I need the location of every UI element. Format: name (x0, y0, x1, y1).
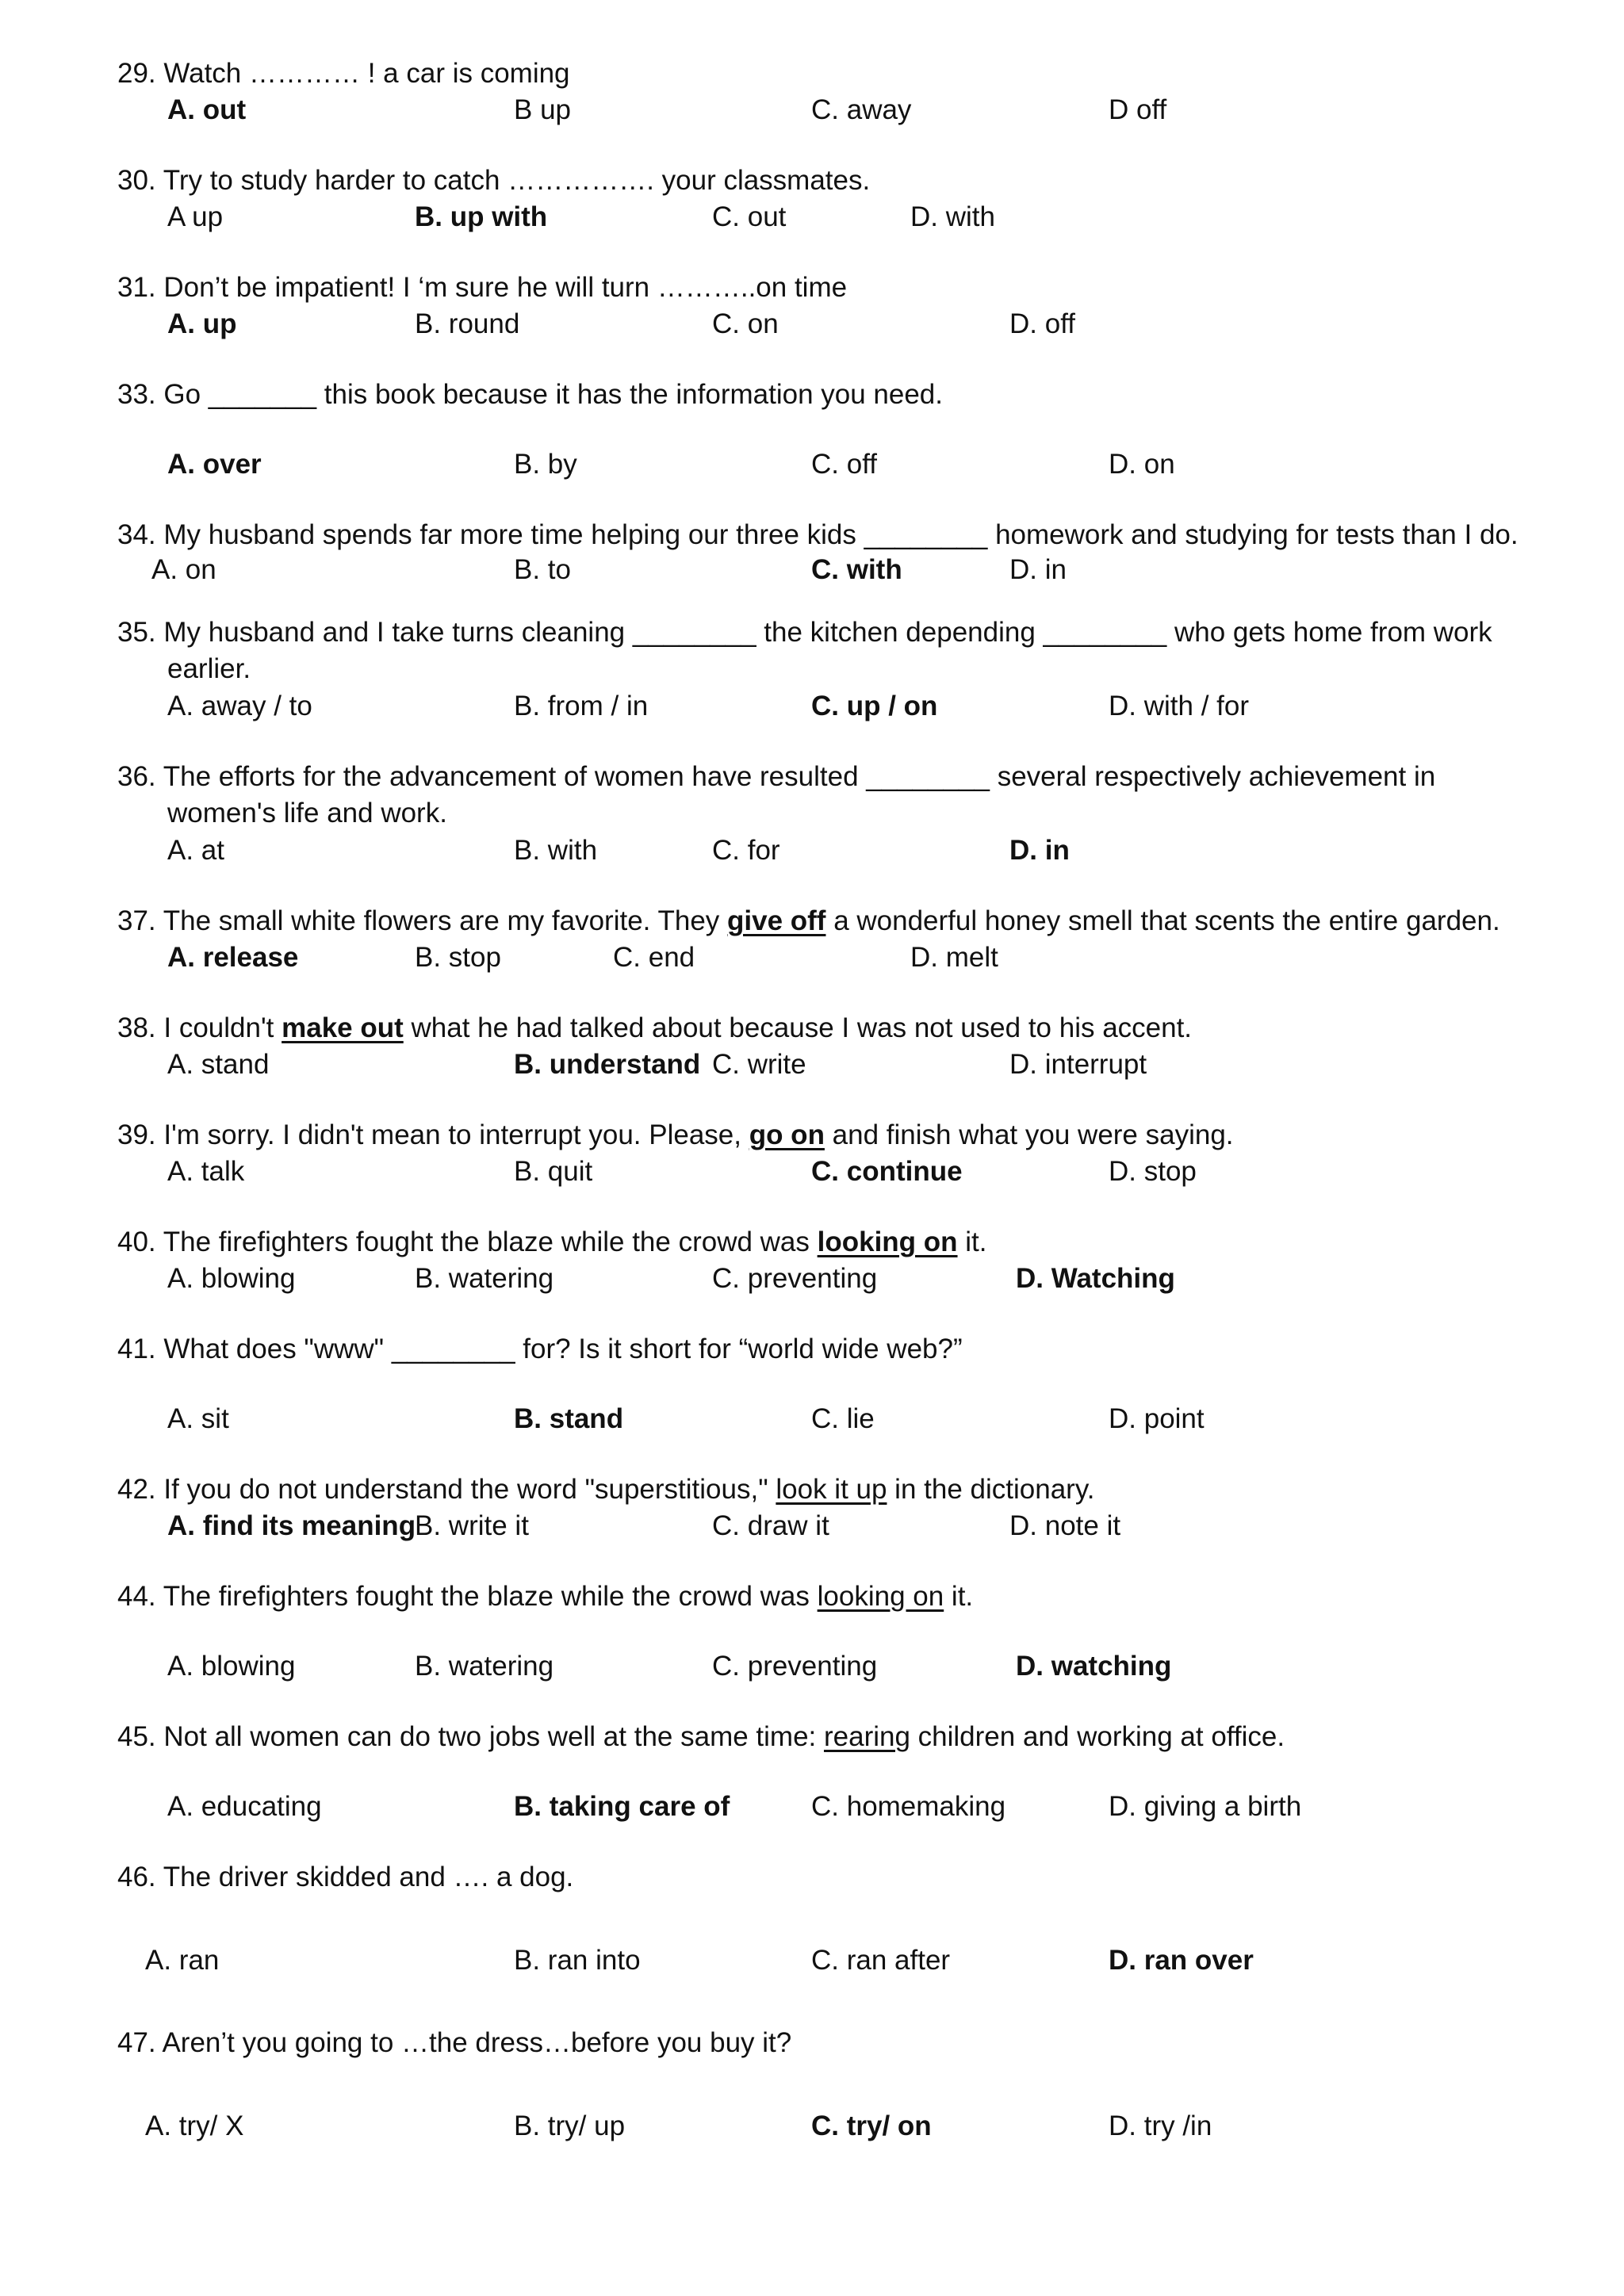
question-text (117, 614, 1492, 651)
answer-option: C. lie (811, 1403, 875, 1434)
answer-option: B. watering (415, 1651, 554, 1682)
answer-option: C. draw it (712, 1510, 829, 1541)
text-run: 37. The small white flowers are my favorite. They (117, 905, 728, 936)
text-run: 33. Go _______ this book because it has the information you need. (117, 379, 943, 410)
text-run: 39. I'm sorry. I didn't mean to interrupt you. Please, (117, 1119, 749, 1150)
question-text (117, 270, 847, 306)
answer-option: C. off (811, 449, 878, 480)
answer-option: D. point (1109, 1403, 1205, 1434)
highlighted-phrase: looking on (817, 1226, 958, 1257)
question-text (167, 795, 447, 832)
highlighted-phrase: give off (727, 905, 826, 936)
question-text (117, 1224, 987, 1261)
answer-option: D. stop (1109, 1156, 1197, 1187)
text-run: 45. Not all women can do two jobs well at the same time: (117, 1721, 824, 1752)
answer-option: B. try/ up (514, 2110, 626, 2141)
text-run: a wonderful honey smell that scents the entire garden. (825, 905, 1500, 936)
answer-option: A. educating (167, 1791, 322, 1822)
question-text (117, 1719, 1285, 1755)
answer-option: C. up / on (811, 691, 938, 721)
answer-option: B. to (514, 554, 571, 585)
answer-option: B. watering (415, 1263, 554, 1294)
text-run: 42. If you do not understand the word "superstitious," (117, 1474, 776, 1505)
answer-option: D. note it (1009, 1510, 1121, 1541)
answer-option: D. off (1009, 308, 1076, 339)
answer-option: A. stand (167, 1049, 270, 1080)
question-text (117, 517, 1519, 553)
answer-option: A. up (167, 308, 237, 339)
answer-option: D off (1109, 94, 1167, 125)
answer-option: C. with (811, 554, 902, 585)
text-run: it. (944, 1581, 974, 1612)
text-run: in the dictionary. (887, 1474, 1095, 1505)
text-run: earlier. (167, 653, 251, 684)
answer-option: B. quit (514, 1156, 593, 1187)
answer-option: A. blowing (167, 1651, 296, 1682)
answer-option: B up (514, 94, 571, 125)
question-text (117, 1859, 573, 1896)
answer-option: B. with (514, 835, 598, 866)
answer-option: C. on (712, 308, 779, 339)
text-run: 41. What does "www" ________ for? Is it short for “world wide web?” (117, 1334, 963, 1364)
answer-option: C. homemaking (811, 1791, 1006, 1822)
answer-option: B. taking care of (514, 1791, 730, 1822)
question-text (117, 1117, 1234, 1154)
text-run: it. (957, 1226, 987, 1257)
text-run: 36. The efforts for the advancement of women have resulted ________ several respectively achievement in (117, 761, 1436, 792)
question-text (117, 759, 1435, 795)
answer-option: A. on (151, 554, 216, 585)
text-run: 46. The driver skidded and …. a dog. (117, 1862, 574, 1892)
question-text (117, 1331, 963, 1368)
text-run: children and working at office. (910, 1721, 1285, 1752)
question-text (117, 55, 570, 92)
answer-option: D. melt (910, 942, 998, 973)
answer-option: C. away (811, 94, 912, 125)
answer-option: C. write (712, 1049, 806, 1080)
text-run: 34. My husband spends far more time helping our three kids ________ homework and studying for tests than I do. (117, 519, 1519, 550)
answer-option: B. up with (415, 201, 548, 232)
answer-option: A. over (167, 449, 262, 480)
text-run: 38. I couldn't (117, 1012, 282, 1043)
answer-option: C. try/ on (811, 2110, 932, 2141)
answer-option: D. in (1009, 835, 1070, 866)
answer-option: D. on (1109, 449, 1175, 480)
question-text (117, 1578, 973, 1615)
answer-option: B. stop (415, 942, 501, 973)
answer-option: A up (167, 201, 224, 232)
answer-option: D. watching (1016, 1651, 1172, 1682)
answer-option: C. ran after (811, 1945, 951, 1976)
text-run: 40. The firefighters fought the blaze while the crowd was (117, 1226, 818, 1257)
answer-option: A. release (167, 942, 299, 973)
text-run: what he had talked about because I was not used to his accent. (403, 1012, 1193, 1043)
text-run: 30. Try to study harder to catch ……………. your classmates. (117, 165, 871, 196)
text-run: 31. Don’t be impatient! I ‘m sure he will turn ………..on time (117, 272, 848, 303)
text-run: 29. Watch ………… ! a car is coming (117, 58, 570, 89)
answer-option: D. giving a birth (1109, 1791, 1302, 1822)
answer-option: D. try /in (1109, 2110, 1212, 2141)
answer-option: B. from / in (514, 691, 649, 721)
highlighted-phrase: look it up (776, 1474, 887, 1505)
answer-option: D. in (1009, 554, 1067, 585)
question-text (117, 1471, 1094, 1508)
answer-option: D. Watching (1016, 1263, 1175, 1294)
answer-option: C. end (613, 942, 695, 973)
text-run: and finish what you were saying. (824, 1119, 1234, 1150)
answer-option: A. sit (167, 1403, 229, 1434)
text-run: 35. My husband and I take turns cleaning ________ the kitchen depending ________ who gets home from work (117, 617, 1492, 648)
answer-option: A. talk (167, 1156, 245, 1187)
answer-option: B. round (415, 308, 520, 339)
text-run: 44. The firefighters fought the blaze while the crowd was (117, 1581, 818, 1612)
answer-option: A. find its meaning (167, 1510, 416, 1541)
question-text (117, 903, 1500, 939)
question-text (117, 377, 943, 413)
question-text (117, 2025, 791, 2061)
answer-option: A. away / to (167, 691, 312, 721)
answer-option: B. write it (415, 1510, 529, 1541)
answer-option: A. try/ X (145, 2110, 244, 2141)
answer-option: A. ran (145, 1945, 220, 1976)
answer-option: A. out (167, 94, 247, 125)
answer-option: A. blowing (167, 1263, 296, 1294)
answer-option: C. out (712, 201, 787, 232)
highlighted-phrase: rearing (823, 1721, 910, 1752)
text-run: 47. Aren’t you going to …the dress…before you buy it? (117, 2027, 792, 2058)
answer-option: B. ran into (514, 1945, 641, 1976)
answer-option: C. for (712, 835, 780, 866)
answer-option: B. understand (514, 1049, 701, 1080)
highlighted-phrase: looking on (817, 1581, 944, 1612)
answer-option: C. preventing (712, 1651, 878, 1682)
question-text (167, 651, 251, 687)
highlighted-phrase: go on (749, 1119, 825, 1150)
answer-option: D. with / for (1109, 691, 1249, 721)
answer-option: C. continue (811, 1156, 963, 1187)
answer-option: D. with (910, 201, 995, 232)
answer-option: D. interrupt (1009, 1049, 1147, 1080)
question-text (117, 1010, 1192, 1047)
answer-option: D. ran over (1109, 1945, 1254, 1976)
answer-option: B. stand (514, 1403, 624, 1434)
highlighted-phrase: make out (282, 1012, 404, 1043)
text-run: women's life and work. (167, 798, 447, 828)
question-text (117, 163, 870, 199)
answer-option: B. by (514, 449, 577, 480)
answer-option: A. at (167, 835, 224, 866)
answer-option: C. preventing (712, 1263, 878, 1294)
